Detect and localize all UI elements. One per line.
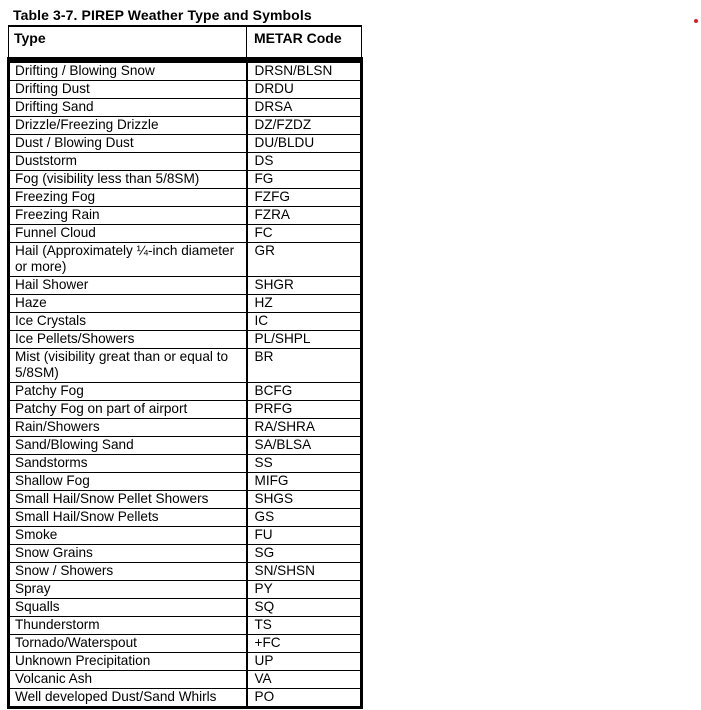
table-row <box>9 689 362 708</box>
table-row <box>9 419 362 437</box>
metar-code-cell: SS <box>247 455 362 473</box>
metar-code-cell: FU <box>247 527 362 545</box>
table-row <box>9 295 362 313</box>
weather-type-cell: Drizzle/Freezing Drizzle <box>9 117 247 135</box>
table-row <box>9 313 362 331</box>
table-row <box>9 81 362 99</box>
red-dot-marker <box>694 19 698 23</box>
weather-type-cell: Dust / Blowing Dust <box>9 135 247 153</box>
metar-code-cell: PO <box>247 689 362 708</box>
weather-type-cell: Funnel Cloud <box>9 225 247 243</box>
metar-code-cell: SN/SHSN <box>247 563 362 581</box>
table-row <box>9 617 362 635</box>
metar-code-cell: FC <box>247 225 362 243</box>
weather-type-cell: Fog (visibility less than 5/8SM) <box>9 171 247 189</box>
metar-code-cell: GR <box>247 243 362 277</box>
weather-type-cell: Volcanic Ash <box>9 671 247 689</box>
table-row <box>9 153 362 171</box>
metar-code-cell: UP <box>247 653 362 671</box>
table-row <box>9 207 362 225</box>
metar-code-cell: PRFG <box>247 401 362 419</box>
metar-code-cell: IC <box>247 313 362 331</box>
weather-type-cell: Patchy Fog <box>9 383 247 401</box>
table-row <box>9 437 362 455</box>
table-row <box>9 225 362 243</box>
metar-code-cell: BCFG <box>247 383 362 401</box>
table-row <box>9 473 362 491</box>
metar-code-cell: SHGS <box>247 491 362 509</box>
weather-type-cell: Snow Grains <box>9 545 247 563</box>
weather-type-cell: Duststorm <box>9 153 247 171</box>
metar-code-cell: SHGR <box>247 277 362 295</box>
weather-type-cell: Spray <box>9 581 247 599</box>
weather-type-cell: Unknown Precipitation <box>9 653 247 671</box>
weather-type-cell: Thunderstorm <box>9 617 247 635</box>
table-row <box>9 455 362 473</box>
metar-code-cell: DZ/FZDZ <box>247 117 362 135</box>
weather-type-cell: Sandstorms <box>9 455 247 473</box>
weather-type-cell: Drifting Dust <box>9 81 247 99</box>
type-column-header: Type <box>9 26 247 60</box>
weather-type-cell: Ice Pellets/Showers <box>9 331 247 349</box>
weather-type-cell: Drifting Sand <box>9 99 247 117</box>
weather-type-cell: Ice Crystals <box>9 313 247 331</box>
metar-code-cell: FG <box>247 171 362 189</box>
metar-code-column-header: METAR Code <box>247 26 362 60</box>
table-row <box>9 653 362 671</box>
metar-code-cell: DRSA <box>247 99 362 117</box>
weather-type-cell: Haze <box>9 295 247 313</box>
table-row <box>9 599 362 617</box>
table-row <box>9 401 362 419</box>
table-row <box>9 383 362 401</box>
table-row <box>9 563 362 581</box>
table-row <box>9 491 362 509</box>
table-row <box>9 60 362 81</box>
metar-code-cell: MIFG <box>247 473 362 491</box>
weather-type-table <box>7 25 363 709</box>
metar-code-cell: FZRA <box>247 207 362 225</box>
metar-code-cell: SA/BLSA <box>247 437 362 455</box>
table-header-row <box>9 26 362 60</box>
metar-code-cell: PL/SHPL <box>247 331 362 349</box>
metar-code-cell: TS <box>247 617 362 635</box>
weather-type-cell: Freezing Fog <box>9 189 247 207</box>
weather-type-cell: Small Hail/Snow Pellet Showers <box>9 491 247 509</box>
table-row <box>9 671 362 689</box>
metar-code-cell: GS <box>247 509 362 527</box>
weather-type-cell: Well developed Dust/Sand Whirls <box>9 689 247 708</box>
table-row <box>9 545 362 563</box>
table-row <box>9 171 362 189</box>
metar-code-cell: RA/SHRA <box>247 419 362 437</box>
metar-code-cell: VA <box>247 671 362 689</box>
weather-type-cell: Hail (Approximately ¼-inch diameter or more) <box>9 243 247 277</box>
weather-type-cell: Patchy Fog on part of airport <box>9 401 247 419</box>
weather-type-cell: Rain/Showers <box>9 419 247 437</box>
table-row <box>9 243 362 277</box>
weather-type-cell: Squalls <box>9 599 247 617</box>
metar-code-cell: DRDU <box>247 81 362 99</box>
table-row <box>9 135 362 153</box>
weather-type-cell: Drifting / Blowing Snow <box>9 60 247 81</box>
table-row <box>9 349 362 383</box>
table-row <box>9 99 362 117</box>
table-row <box>9 635 362 653</box>
weather-type-cell: Mist (visibility great than or equal to 5/8SM) <box>9 349 247 383</box>
weather-type-cell: Sand/Blowing Sand <box>9 437 247 455</box>
weather-type-cell: Tornado/Waterspout <box>9 635 247 653</box>
metar-code-cell: DS <box>247 153 362 171</box>
weather-type-cell: Shallow Fog <box>9 473 247 491</box>
metar-code-cell: SQ <box>247 599 362 617</box>
metar-code-cell: HZ <box>247 295 362 313</box>
metar-code-cell: DU/BLDU <box>247 135 362 153</box>
metar-code-cell: DRSN/BLSN <box>247 60 362 81</box>
metar-code-cell: BR <box>247 349 362 383</box>
table-row <box>9 581 362 599</box>
metar-code-cell: SG <box>247 545 362 563</box>
table-caption: Table 3-7. PIREP Weather Type and Symbols <box>13 7 312 23</box>
metar-code-cell: FZFG <box>247 189 362 207</box>
table-row <box>9 527 362 545</box>
metar-code-cell: PY <box>247 581 362 599</box>
weather-type-cell: Freezing Rain <box>9 207 247 225</box>
table-row <box>9 117 362 135</box>
table-row <box>9 277 362 295</box>
table-row <box>9 509 362 527</box>
weather-type-cell: Smoke <box>9 527 247 545</box>
weather-type-cell: Small Hail/Snow Pellets <box>9 509 247 527</box>
weather-type-cell: Hail Shower <box>9 277 247 295</box>
table-body <box>9 60 362 708</box>
weather-type-cell: Snow / Showers <box>9 563 247 581</box>
table-row <box>9 189 362 207</box>
metar-code-cell: +FC <box>247 635 362 653</box>
table-row <box>9 331 362 349</box>
